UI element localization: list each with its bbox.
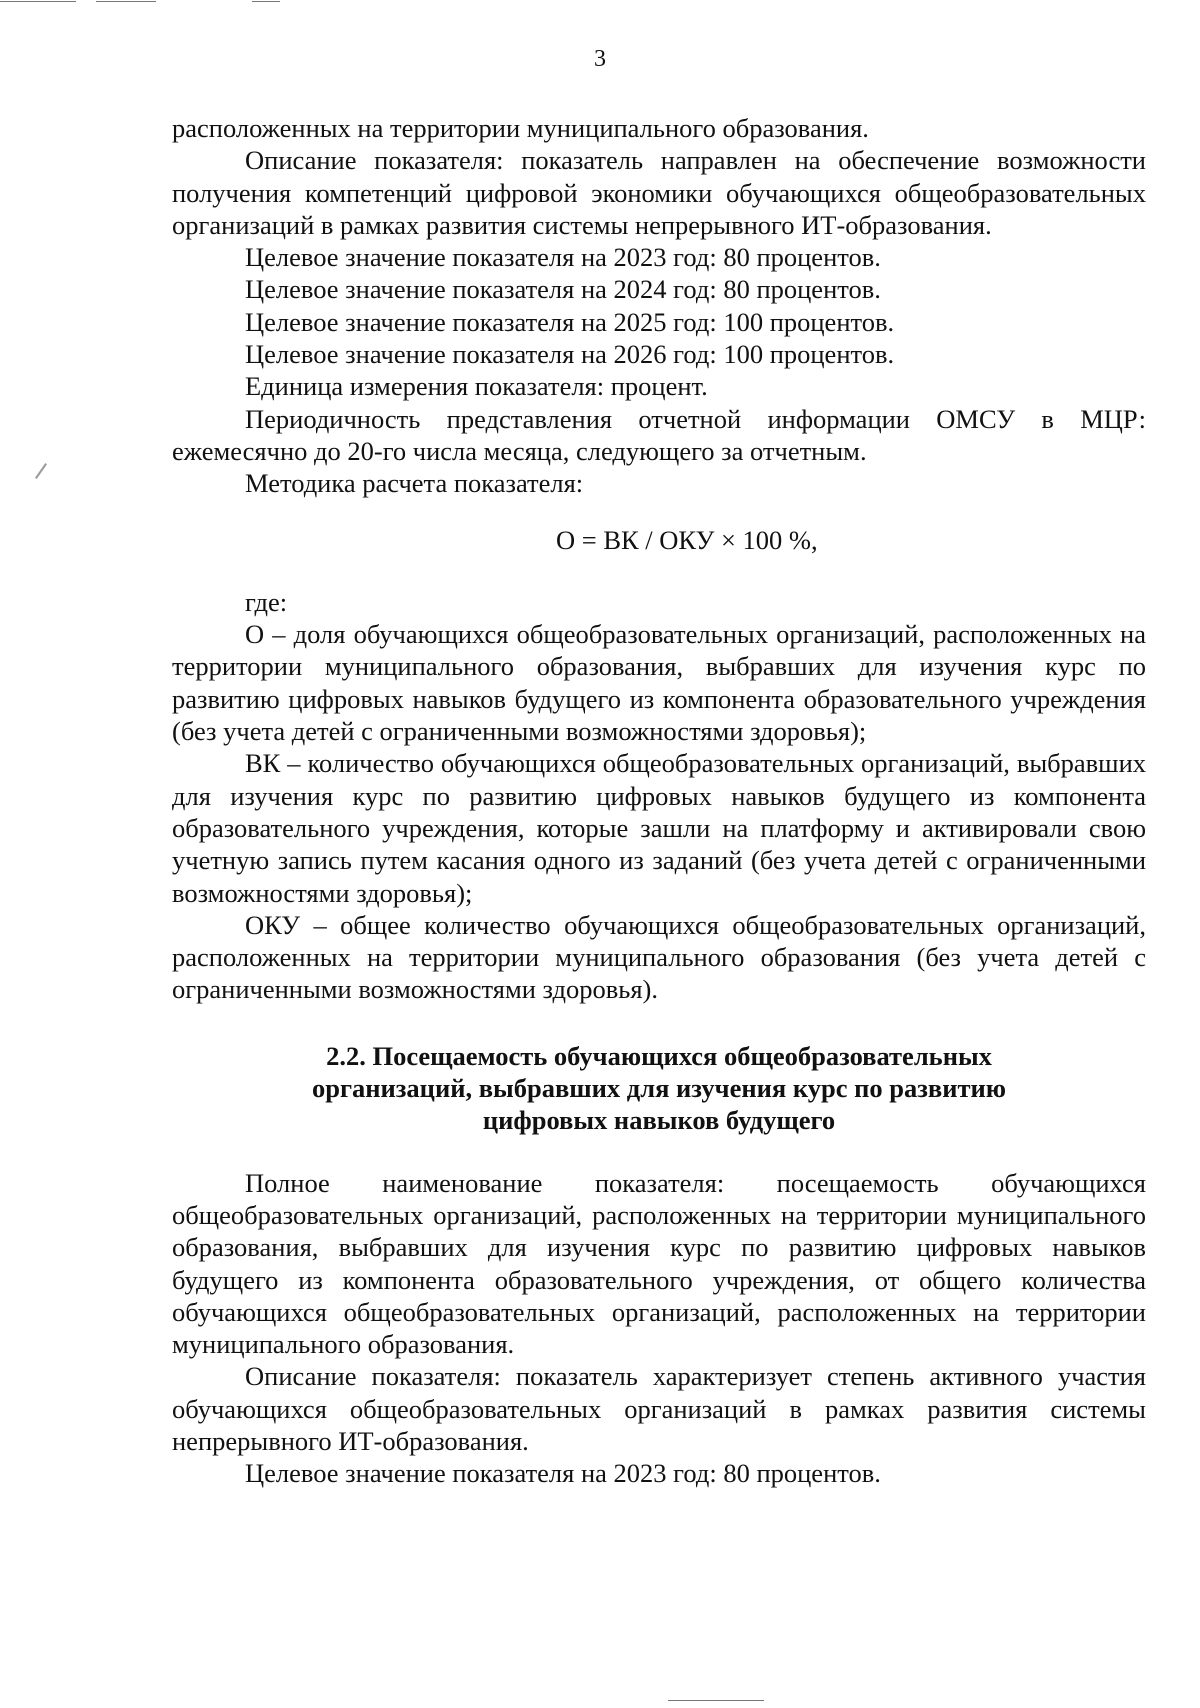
section-heading: [172, 1040, 1146, 1137]
paragraph-target-2026: Целевое значение показателя на 2026 год: 100 процентов.: [245, 339, 895, 370]
paragraph-continuation: расположенных на территории муниципального образования.: [172, 113, 869, 143]
scan-artifact-top-left-2: [96, 1, 156, 2]
definition-vk: ВК – количество обучающихся общеобразовательных организаций, выбравших для изучения курс по развитию цифровых навыков будущего из компонента образовательного учреждения, которые зашли на платформу и активировали свою учетную запись путем касания одного из заданий (без учета детей с ограниченными возможностями здоровья);: [172, 748, 1146, 908]
document-body: [172, 112, 1146, 1490]
paragraph-method: Методика расчета показателя:: [245, 468, 584, 499]
paragraph-target-2024: Целевое значение показателя на 2024 год: 80 процентов.: [245, 274, 881, 305]
page-number: 3: [594, 46, 606, 72]
formula: О = ВК / ОКУ × 100 %,: [556, 524, 818, 555]
definition-o: О – доля обучающихся общеобразовательных организаций, расположенных на территории муниципального образования, выбравших для изучения курс по развитию цифровых навыков будущего из компонента образовательного учреждения (без учета детей с ограниченными возможностями здоровья);: [172, 619, 1146, 747]
paragraph-section-target-2023: Целевое значение показателя на 2023 год: 80 процентов.: [245, 1458, 881, 1489]
paragraph-full-name: Полное наименование показателя: посещаемость обучающихся общеобразовательных организаций, расположенных на территории муниципального образования, выбравших для изучения курс по развитию цифровых навыков будущего из компонента образовательного учреждения, от общего количества обучающихся общеобразовательных организаций, расположенных на территории муниципального образования.: [172, 1167, 1146, 1360]
paragraph-indicator-description: Описание показателя: показатель направлен на обеспечение возможности получения компетенций цифровой экономики обучающихся общеобразовательных организаций в рамках развития системы непрерывного ИТ-образования.: [172, 145, 1146, 240]
scan-artifact-left-margin: [35, 463, 47, 479]
paragraph-section-description: Описание показателя: показатель характеризует степень активного участия обучающихся общеобразовательных организаций в рамках развития системы непрерывного ИТ-образования.: [172, 1361, 1146, 1456]
paragraph-unit: Единица измерения показателя: процент.: [245, 371, 708, 402]
definition-oku: ОКУ – общее количество обучающихся общеобразовательных организаций, расположенных на территории муниципального образования (без учета детей с ограниченными возможностями здоровья).: [172, 909, 1146, 1005]
where-label: где:: [245, 586, 288, 617]
paragraph-target-2025: Целевое значение показателя на 2025 год: 100 процентов.: [245, 306, 895, 337]
scan-artifact-top-left: [0, 1, 76, 2]
section-heading-line: организаций, выбравших для изучения курс по развитию: [311, 1073, 1007, 1104]
section-heading-line: 2.2. Посещаемость обучающихся общеобразовательных: [326, 1040, 992, 1071]
paragraph-target-2023: Целевое значение показателя на 2023 год: 80 процентов.: [245, 242, 881, 273]
section-heading-line: цифровых навыков будущего: [482, 1105, 836, 1136]
scan-artifact-bottom: [668, 1700, 764, 1701]
paragraph-periodicity: Периодичность представления отчетной информации ОМСУ в МЦР: ежемесячно до 20-го числа месяца, следующего за отчетным.: [172, 403, 1146, 466]
scan-artifact-top-mid: [252, 1, 280, 2]
